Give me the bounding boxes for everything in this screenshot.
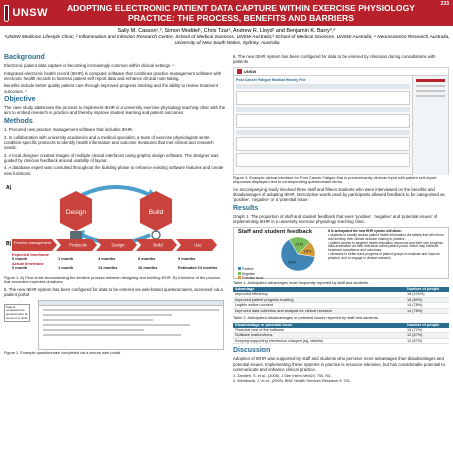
table-1-cell: 16 (89%)	[405, 297, 449, 303]
expected-2: 4 months	[98, 256, 116, 262]
table-2-cell: 12 (67%)	[405, 333, 449, 339]
expected-timeframe	[12, 253, 226, 271]
arrow-top-icon	[82, 187, 150, 195]
reference-1: 1. Zandieh, S. et al., (2008). J Gen Intern Med23: 755-761.	[233, 374, 332, 379]
ehr-side-panel	[412, 76, 448, 175]
figure-3-caption: Figure 3. Example clinical interface for Post Cancer Fatigue that is predominantly clinician input with patient self-report responses displayed next to corresponding questionnaire items.	[233, 174, 437, 185]
table-2-cell: Keeping supporting electronics charged (eg. tablets)	[233, 338, 405, 344]
table-1	[233, 287, 449, 314]
affiliations: ¹UNSW Medicine Lifestyle Clinic; ² Inflammation and Infection Research Centre, School of Medical Sciences, UNSW Australia;³ School of Medical Sciences, UNSW Australia; ⁴ Neuroscience Research Australia, University of New South Wales, Sydney, Australia	[4, 35, 450, 46]
background-p3: Benefits include better quality patient care through improved progress tracking and the ability to review treatment outcomes. ²	[4, 83, 219, 94]
table-2-cell: 12 (67%)	[405, 338, 449, 344]
methods-step-4: 4. A database expert was consulted throughout the building phase to enhance existing software features and create new functions.	[4, 165, 224, 176]
objective-p1: The case study addresses the process to implement IEHR in a university exercise physiology teaching clinic with the aim to embed research in practice and thereby improve student learning and patient outcomes.	[4, 105, 226, 116]
methods-step-6: 6. The new IEHR system has been configured for data to be entered by clinicians during consultations with patients	[233, 54, 436, 65]
methods-step-2: 2. In collaboration with university academics and a medical specialist, a team of exercise physiologists wrote condition-specific protocols to identify health information and outcome measures that met clinical and research needs.	[4, 134, 214, 150]
table-2-cell: Financial cost of the software	[233, 328, 405, 333]
questionnaire-line-5	[43, 329, 144, 331]
ehr-side-marker	[416, 79, 445, 82]
pie-label-potential-issue: 15%	[303, 248, 312, 254]
figure-2	[4, 300, 226, 350]
authors: Sally M. Casson¹,³, Simon Moddel¹, Chris Tzar¹, Andrew R. Lloyd¹ and Benjamin K. Barry³,⁴	[117, 28, 336, 34]
questionnaire-line-3	[43, 319, 153, 321]
phase-label-5: Use	[194, 242, 202, 248]
logo-word: UNSW	[12, 7, 48, 19]
figure-2-caption: Figure 2. Example questionnaire completed via a secure web portal.	[4, 349, 122, 355]
gear-icon	[152, 231, 160, 239]
ehr-brand: UNSW	[244, 68, 257, 74]
methods-step-3: 3. A local designer created images of multiple clinical interfaces using graphic design software. The designer was guided by clinician feedback around usability of layout.	[4, 152, 219, 163]
background-p2: Integrated electronic health record (IEHR) is computer software that combines practice management software with electronic health records to harness patient self report data and enhance clinical note taking.	[4, 70, 222, 81]
anticipation-bullet-3: • clinicians to better track progress of patient groups to evaluate and improve practice, and to engage in clinical research.	[328, 252, 440, 261]
discussion-text: Adoption of IEHR was supported by staff and students who perceive more advantages than disadvantages and potential issues. Implementing these systems in practice is resource intensive, but has considerable potential to communicate and enhance clinical practice.	[233, 356, 445, 372]
actual-1: 1 month	[58, 265, 74, 270]
phase-label-2: Protocols	[69, 242, 87, 248]
figure-1-label-b: B)	[6, 240, 12, 247]
crest-icon	[4, 5, 9, 22]
table-1-cell: 14 (78%)	[405, 303, 449, 309]
table-1-cell: Improved patient progress tracking	[233, 297, 405, 303]
phase-label-3: Design	[111, 242, 125, 248]
chart-title: Staff and student feedback	[238, 228, 313, 235]
table-2-header-issue: Disadvantage or potential issue	[233, 323, 405, 328]
ehr-app-header	[234, 68, 448, 76]
objective-heading: Objective	[4, 96, 36, 104]
actual-0: 0 month	[12, 265, 28, 270]
questionnaire-header-bar	[39, 301, 223, 306]
legend-item-potential	[238, 276, 263, 281]
ehr-form	[234, 76, 412, 175]
table-1-cell: Legible written content	[233, 303, 405, 309]
methods-step-5: 5. The new IEHR system has been configured for data to be entered via web-based questionnaires, accessed via a patient portal	[4, 286, 223, 298]
reference-2: 2. Westbrook, J. et al., (2009). BMC Health Services Research 9: 201.	[233, 378, 351, 383]
methods-step-1: 1. Procured new practice management software that includes IEHR.	[4, 126, 134, 132]
table-2-header-count: Number of people	[405, 323, 449, 328]
table-1-cell: 18 (100%)	[405, 292, 449, 297]
anticipation-bullet-1: • students to readily access patient health information via tablets that will inform and develop their clinical decision making in practice.	[328, 232, 444, 241]
legend-label-positive: Positive	[242, 266, 254, 271]
ehr-side-line	[416, 90, 445, 92]
title-banner	[0, 0, 453, 26]
results-text: Graph 1. The proportion of staff and student feedback that were 'positive', 'negative' and 'potential issues' of implementing IEHR in a university exercise physiology teaching clinic.	[233, 213, 438, 225]
actual-label: Actual timeframe	[12, 260, 44, 266]
discussion-heading: Discussion	[233, 347, 271, 355]
anticipation-lead: It is anticipated the new EHR system will allow:	[328, 228, 402, 233]
figure-1-label-a: A)	[6, 184, 12, 191]
ehr-form-title: Post Cancer Fatigue Medical History File	[236, 77, 306, 82]
anticipation-box	[328, 230, 446, 261]
right-column	[233, 54, 449, 384]
table-1-header-count: Number of people	[405, 287, 449, 292]
left-column	[4, 54, 226, 357]
table-1-cell: 14 (78%)	[405, 308, 449, 314]
figure-1	[4, 179, 226, 275]
legend-label-potential: Potential issue	[242, 276, 264, 281]
table-row	[233, 338, 449, 344]
pie-label-positive: 64%	[288, 259, 297, 265]
anticipation-bullet-2: • patient access to targeted health education resources and their own progress data accessible via their individual online patient portal, which may enhance treatment compliance and outcomes.	[328, 240, 443, 253]
figure-3	[233, 67, 449, 175]
ehr-form-row	[236, 130, 410, 135]
figure-1-caption: Figure 1. A) Flow chart demonstrating the iterative process between designing and building IEHR. B) A timeline of the process that exceeded expected durations.	[4, 274, 221, 285]
expected-0: 0 month	[12, 256, 28, 262]
actual-3: 16 months	[138, 265, 158, 270]
methods-heading: Methods	[4, 117, 33, 125]
results-heading: Results	[233, 204, 259, 212]
ehr-form-block[interactable]	[236, 114, 410, 128]
poster-number: 233	[440, 1, 449, 7]
build-label: Build	[148, 208, 164, 216]
ehr-form-block[interactable]	[236, 137, 410, 151]
table-2-cell: 13 (72%)	[405, 328, 449, 333]
laptop-icon	[70, 231, 82, 239]
expected-label: Expected timeframe	[12, 251, 49, 257]
questionnaire-line-2	[43, 314, 172, 316]
design-label: Design	[65, 208, 87, 216]
ehr-form-block[interactable]	[236, 91, 410, 105]
ehr-form-block[interactable]	[236, 153, 410, 167]
graph-1	[233, 227, 449, 279]
survey-text: An accompanying study involved three staff and fifteen students who were interviewed on the benefits and disadvantages of adopting IEHR. Descriptive words used by participants allowed feedback to be categorised as 'positive', 'negative' or a 'potential issue'.	[233, 186, 445, 203]
ehr-form-row	[236, 84, 410, 89]
legend-swatch-positive	[238, 267, 241, 270]
phase-label-1: Practice management	[14, 240, 51, 245]
table-1-header-advantage: Advantage	[233, 287, 405, 292]
ehr-logo-icon	[237, 69, 242, 74]
poster-title: ADOPTING ELECTRONIC PATIENT DATA CAPTURE WITHIN EXERCISE PHYSIOLOGY PRACTICE: THE PROCESS, BENEFITS AND BARRIERS	[66, 3, 416, 23]
expected-1: 1 month	[58, 256, 74, 262]
anticipation-bullet-2-text: patient access to targeted health education resources and their own progress data accessible via their individual online patient portal, which may enhance treatment compliance and outcomes.	[328, 240, 443, 253]
expected-3: 6 months	[138, 256, 156, 262]
questionnaire-screenshot	[38, 300, 224, 350]
figure-2-side-note: Patient completes the questionnaire at home or in clinic	[4, 304, 30, 322]
ehr-side-line	[416, 95, 445, 97]
table-1-cell: Improved data collection and analysis for clinical research	[233, 308, 405, 314]
expected-4: 9 months	[178, 256, 196, 262]
ehr-form-row	[236, 107, 410, 112]
background-p1: Electronic patient data capture is becoming increasingly common within clinical settings. ¹	[4, 63, 174, 68]
unsw-logo	[4, 3, 48, 23]
questionnaire-line-4	[43, 324, 190, 326]
questionnaire-line-6	[43, 334, 181, 336]
table-1-cell: Improved efficiency	[233, 292, 405, 297]
phase-label-4: Build	[153, 242, 163, 248]
legend-label-negative: Negative	[242, 271, 256, 276]
anticipation-bullet-1-text: students to readily access patient health information via tablets that will inform and develop their clinical decision making in practice.	[328, 232, 444, 241]
table-2-caption: Table 2. Anticipated disadvantages or potential issues reported by staff and students.	[233, 315, 379, 321]
table-2	[233, 323, 449, 344]
ehr-side-line	[416, 85, 445, 87]
actual-4: Estimated 24 months	[178, 265, 218, 270]
table-2-cell: Software malfunctions	[233, 333, 405, 339]
references	[233, 374, 449, 383]
table-row	[233, 308, 449, 314]
anticipation-bullet-3-text: clinicians to better track progress of patient groups to evaluate and improve practice, and to engage in clinical research.	[328, 252, 440, 261]
pie-label-negative: 21%	[295, 241, 304, 247]
legend-swatch-negative	[238, 272, 241, 275]
chart-legend	[238, 267, 263, 281]
legend-swatch-potential	[238, 276, 241, 279]
background-heading: Background	[4, 54, 45, 61]
table-1-caption: Table 1. Anticipated advantages most frequently reported by staff and students.	[233, 279, 370, 285]
questionnaire-line-1	[43, 309, 219, 311]
actual-2: 13 months	[98, 265, 118, 270]
